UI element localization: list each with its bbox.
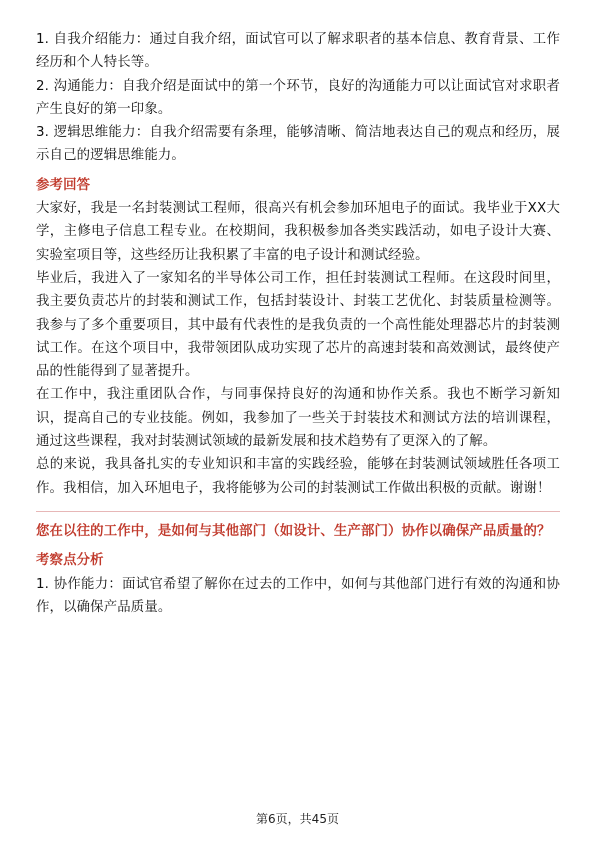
question-title: 您在以往的工作中，是如何与其他部门（如设计、生产部门）协作以确保产品质量的？	[36, 523, 551, 539]
answer-paragraph-teamwork: 在工作中，我注重团队合作，与同事保持良好的沟通和协作关系。我也不断学习新知识，提高自己的专业技能。例如，我参加了一些关于封装技术和测试方法的培训课程，通过这些课程，我对封装测试领域的最新发展和技术趋势有了更深入的了解。	[36, 387, 560, 450]
answer-paragraph-experience: 毕业后，我进入了一家知名的半导体公司工作，担任封装测试工程师。在这段时间里，我主要负责芯片的封装和测试工作，包括封装设计、封装工艺优化、封装质量检测等。我参与了多个重要项目，其中最有代表性的是我负责的一个高性能处理器芯片的封装测试工作。在这个项目中，我带领团队成功实现了芯片的高速封装和高效测试，最终使产品的性能得到了显著提升。	[36, 270, 560, 380]
answer-paragraph-intro: 大家好，我是一名封装测试工程师，很高兴有机会参加环旭电子的面试。我毕业于XX大学，主修电子信息工程专业。在校期间，我积极参加各类实践活动，如电子设计大赛、实验室项目等，这些经历让我积累了丰富的电子设计和测试经验。	[36, 201, 560, 263]
list-item-self-intro: 1. 自我介绍能力：通过自我介绍，面试官可以了解求职者的基本信息、教育背景、工作经历和个人特长等。	[36, 32, 560, 71]
answer-paragraph-summary: 总的来说，我具备扎实的专业知识和丰富的实践经验，能够在封装测试领域胜任各项工作。我相信，加入环旭电子，我将能够为公司的封装测试工作做出积极的贡献。谢谢！	[36, 457, 560, 496]
section-divider	[36, 511, 560, 512]
page-number: 第6页，共45页	[256, 812, 339, 826]
analysis-heading: 考察点分析	[36, 553, 104, 569]
reference-answer-heading: 参考回答	[36, 177, 91, 193]
list-item-communication: 2. 沟通能力：自我介绍是面试中的第一个环节，良好的沟通能力可以让面试官对求职者产生良好的第一印象。	[36, 78, 560, 117]
list-item-logic: 3. 逻辑思维能力：自我介绍需要有条理，能够清晰、简洁地表达自己的观点和经历，展示自己的逻辑思维能力。	[36, 125, 560, 164]
document-body	[36, 28, 560, 619]
analysis-item-collaboration: 1. 协作能力：面试官希望了解你在过去的工作中，如何与其他部门进行有效的沟通和协作，以确保产品质量。	[36, 576, 560, 615]
